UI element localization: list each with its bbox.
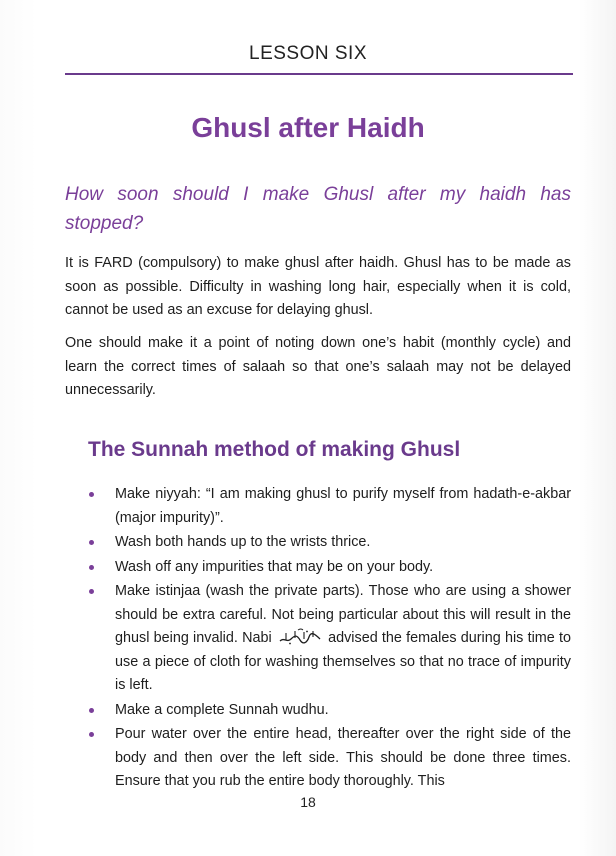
list-item <box>89 723 571 794</box>
list-item-text: Make a complete Sunnah wudhu. <box>115 701 329 718</box>
list-item <box>89 556 571 580</box>
list-item-text: Make niyyah: “I am making ghusl to purify myself from hadath-e-akbar (major impurity)”. <box>115 486 571 526</box>
page-number: 18 <box>300 794 316 810</box>
running-header: LESSON SIX <box>249 43 367 64</box>
bullet-dot <box>89 589 94 594</box>
sunnah-steps-list <box>89 483 571 795</box>
salutation-calligraphy-icon <box>278 628 322 646</box>
list-item-text: Make istinjaa (wash the private parts). Those who are using a shower should be extra careful. Not being particular about this will result in the ghusl being invalid. Nabi <box>115 583 571 646</box>
list-item-text: advised the females during his time to use a piece of cloth for washing themselves so that no trace of impurity is left. <box>115 630 572 693</box>
paragraph-habit: One should make it a point of noting down one’s habit (monthly cycle) and learn the correct times of salaah so that one’s salaah may not be delayed unnecessarily. <box>65 335 571 398</box>
paragraph-fard: It is FARD (compulsory) to make ghusl after haidh. Ghusl has to be made as soon as possible. Difficulty in washing long hair, especially when it is cold, cannot be used as an excuse for delaying ghusl. <box>65 255 571 318</box>
question-subheading: How soon should I make Ghusl after my haidh has stopped? <box>65 184 571 234</box>
list-item <box>89 699 571 723</box>
page-title: Ghusl after Haidh <box>191 112 425 143</box>
list-item <box>89 580 571 698</box>
bullet-dot <box>89 732 94 737</box>
section-heading: The Sunnah method of making Ghusl <box>88 438 461 461</box>
bullet-dot <box>89 708 94 713</box>
list-item-text: Wash both hands up to the wrists thrice. <box>115 534 371 550</box>
list-item <box>89 483 571 530</box>
list-item <box>89 531 571 555</box>
header-rule <box>65 73 573 75</box>
list-item-text: Pour water over the entire head, thereafter over the right side of the body and then over the left side. This should be done three times. Ensure that you rub the entire body thoroughly. This <box>115 726 571 789</box>
list-item-text: Wash off any impurities that may be on your body. <box>115 558 434 575</box>
bullet-dot <box>89 540 94 545</box>
bullet-dot <box>89 492 94 497</box>
bullet-dot <box>89 565 94 570</box>
